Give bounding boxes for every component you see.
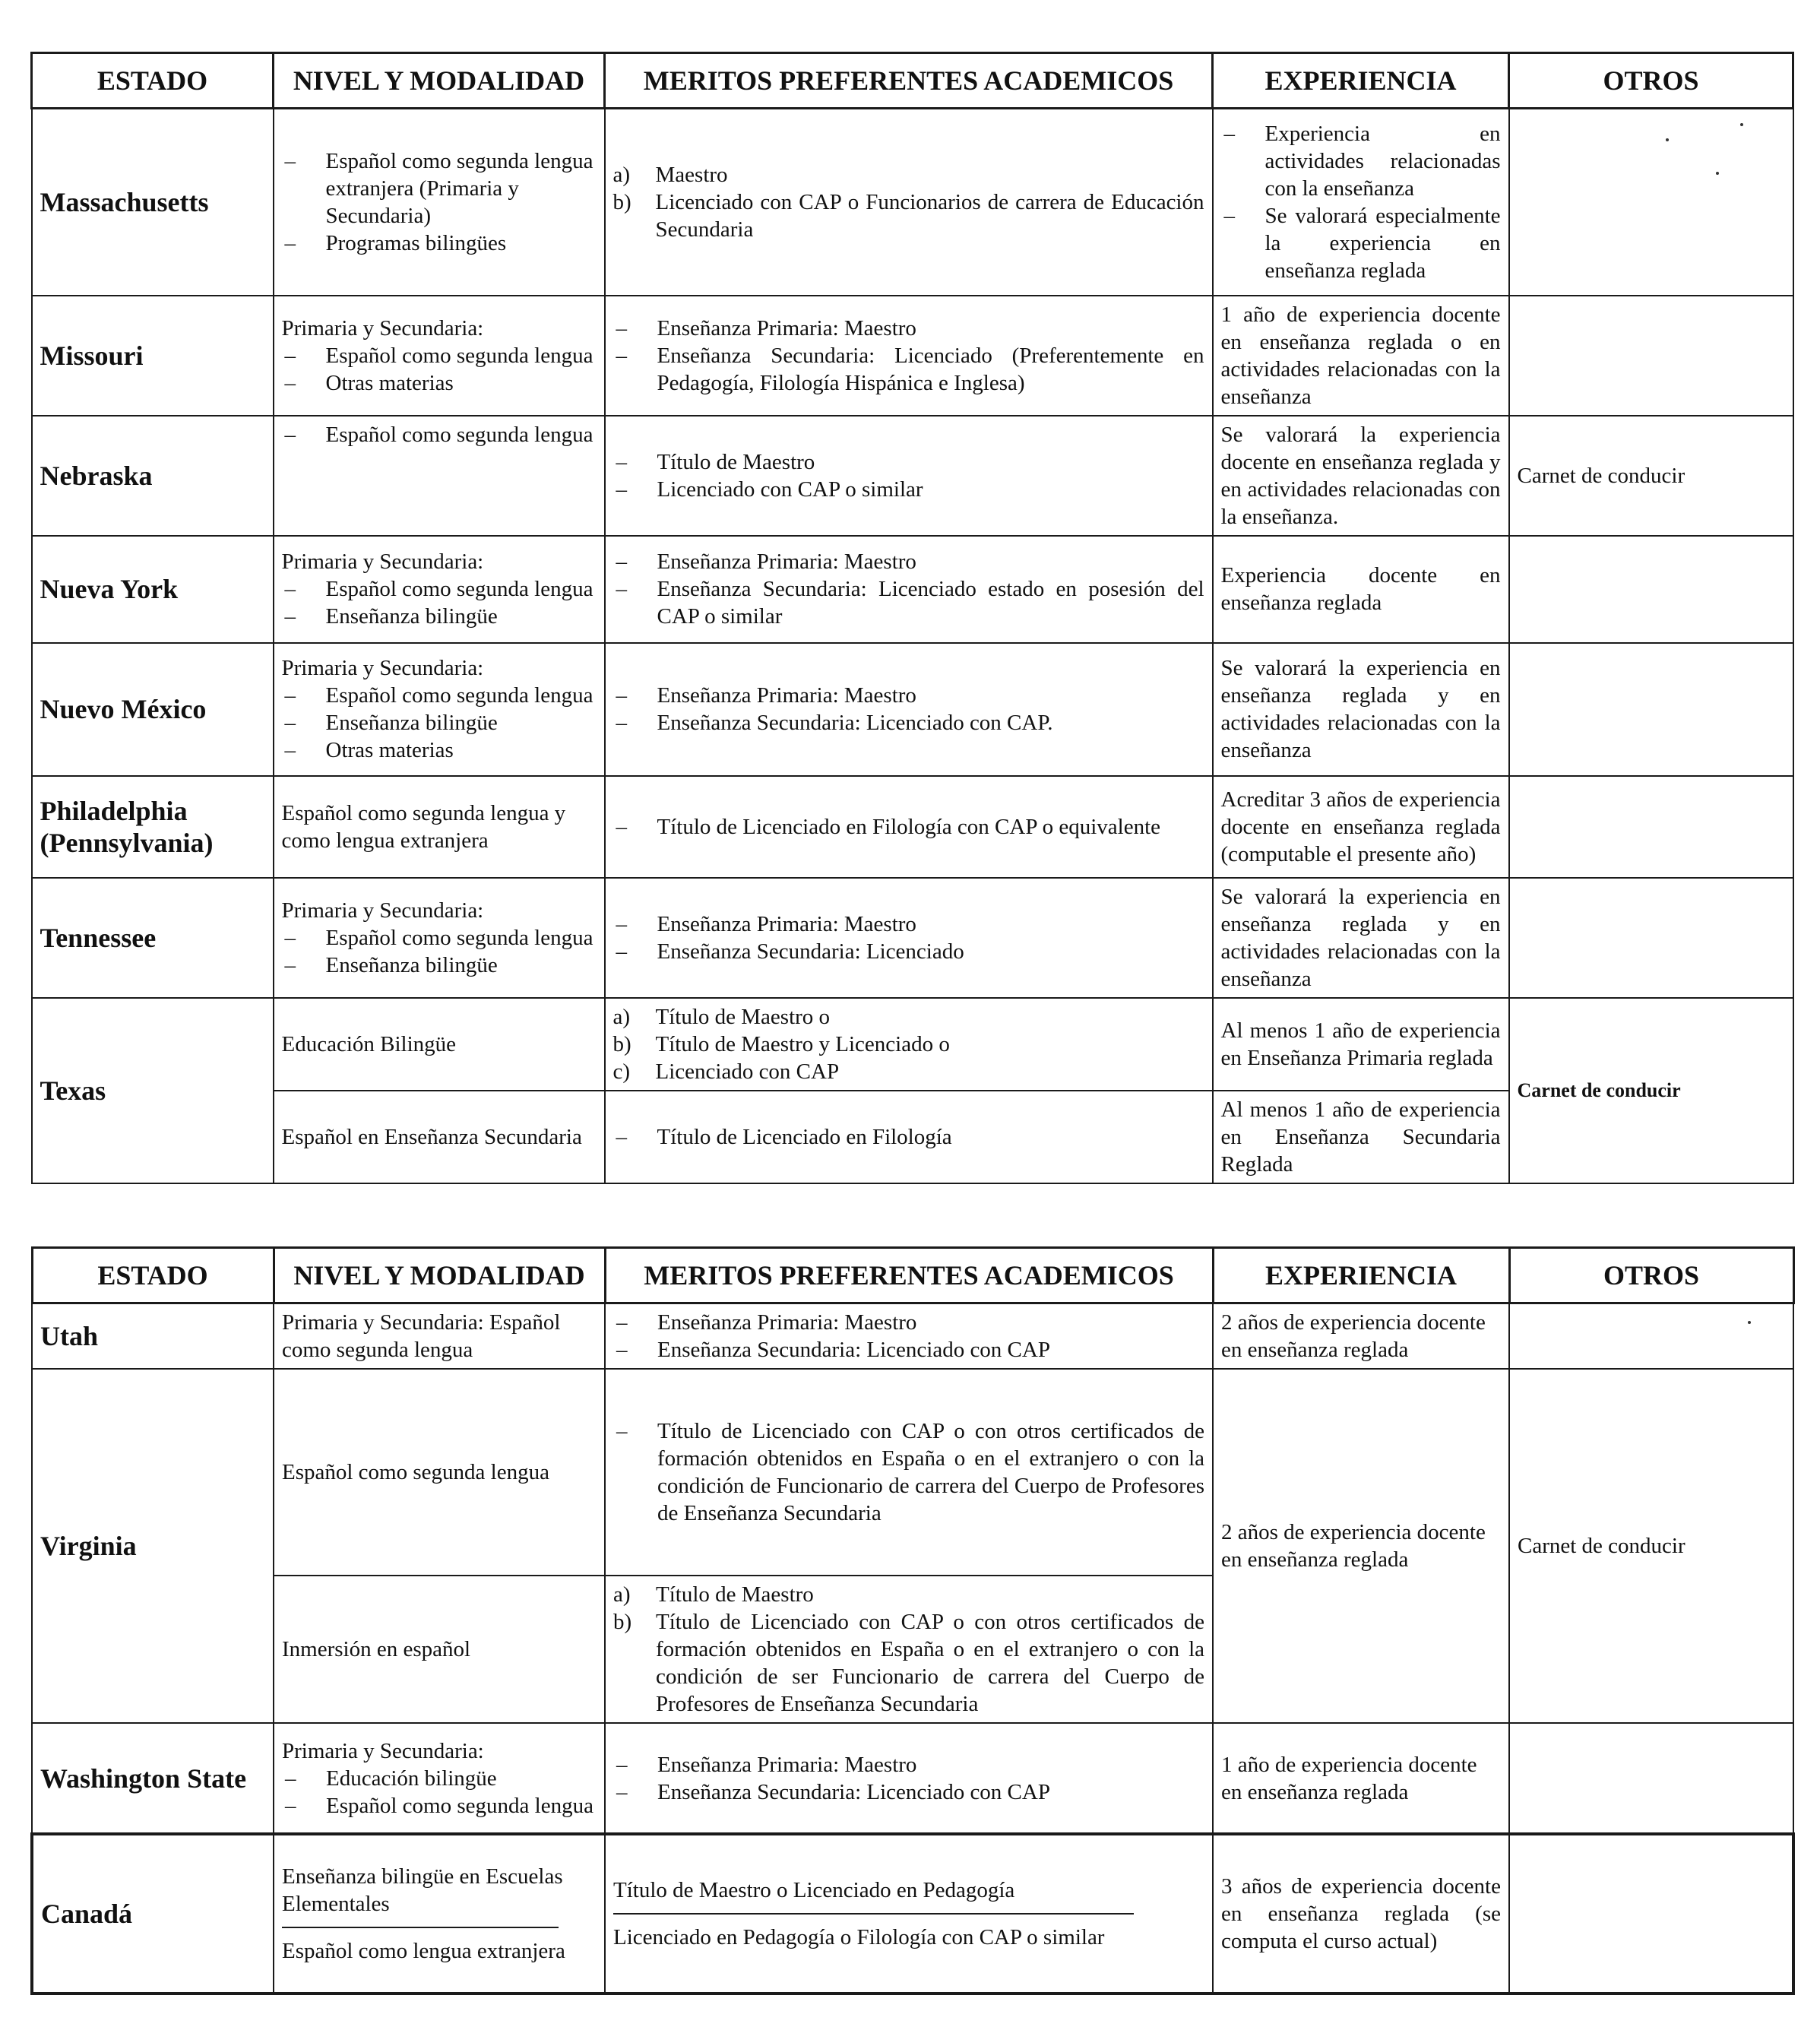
nivel-item: – Otras materias	[282, 736, 597, 764]
otros-cell	[1509, 878, 1793, 998]
state-name: Missouri	[32, 296, 274, 416]
meritos-item: – Enseñanza Primaria: Maestro	[613, 548, 1204, 575]
otros-cell	[1509, 1303, 1793, 1370]
meritos-cell	[605, 296, 1213, 416]
otros-cell	[1509, 109, 1793, 296]
nivel-cell	[274, 536, 605, 643]
row-nebraska	[32, 416, 1793, 536]
experiencia-cell: Al menos 1 año de experiencia en Enseñanza Secundaria Reglada	[1213, 1091, 1509, 1183]
meritos-item: – Enseñanza Secundaria: Licenciado con CAP	[613, 1778, 1204, 1806]
nivel-cell: Primaria y Secundaria: Español como segunda lengua	[274, 1303, 605, 1370]
meritos-item: b) Licenciado con CAP o Funcionarios de carrera de Educación Secundaria	[612, 189, 1204, 242]
meritos-cell	[605, 776, 1213, 878]
nivel-cell	[274, 1834, 605, 1994]
state-name: Tennessee	[32, 878, 274, 998]
nivel-cell: Español como segunda lengua	[274, 1369, 605, 1576]
meritos-item: – Enseñanza Secundaria: Licenciado con CAP.	[613, 709, 1204, 736]
meritos-item: – Enseñanza Primaria: Maestro	[613, 1309, 1204, 1336]
nivel-item: – Enseñanza bilingüe	[282, 952, 597, 979]
otros-cell	[1509, 776, 1793, 878]
meritos-item: – Enseñanza Secundaria: Licenciado (Preferentemente en Pedagogía, Filología Hispánica e Inglesa)	[613, 342, 1204, 397]
nivel-lead: Primaria y Secundaria:	[281, 315, 484, 340]
state-name: Massachusetts	[32, 109, 274, 296]
experiencia-cell	[1213, 109, 1509, 296]
nivel-cell	[274, 296, 605, 416]
table-states-part-2	[30, 1246, 1795, 1995]
meritos-item: – Título de Licenciado en Filología	[613, 1123, 1204, 1151]
row-philadelphia	[32, 776, 1793, 878]
row-nueva-york	[32, 536, 1793, 643]
row-texas	[32, 998, 1793, 1091]
nivel-cell	[274, 416, 605, 536]
meritos-item: a) Maestro	[612, 162, 728, 187]
meritos-cell	[605, 643, 1213, 776]
row-nuevo-mexico	[32, 643, 1793, 776]
experiencia-cell: 2 años de experiencia docente en enseñanza reglada	[1213, 1303, 1509, 1370]
nivel-cell: Inmersión en español	[274, 1576, 605, 1723]
experiencia-cell: Se valorará la experiencia en enseñanza reglada y en actividades relacionadas con la enseñanza	[1213, 643, 1509, 776]
nivel-cell: Educación Bilingüe	[274, 998, 605, 1091]
experiencia-cell: 1 año de experiencia docente en enseñanza reglada o en actividades relacionadas con la enseñanza	[1213, 296, 1509, 416]
row-massachusetts	[32, 109, 1793, 296]
header-estado: ESTADO	[32, 1248, 274, 1303]
meritos-item: c) Licenciado con CAP	[612, 1059, 840, 1084]
nivel-cell	[274, 109, 605, 296]
nivel-item: Español como lengua extranjera	[282, 1939, 565, 1963]
meritos-cell	[605, 109, 1213, 296]
row-canada	[32, 1834, 1793, 1994]
meritos-item: Licenciado en Pedagogía o Filología con CAP o similar	[613, 1925, 1105, 1949]
state-name: Nuevo México	[32, 643, 274, 776]
row-tennessee	[32, 878, 1793, 998]
header-otros: OTROS	[1509, 1248, 1793, 1303]
meritos-cell	[605, 1303, 1213, 1370]
header-meritos: MERITOS PREFERENTES ACADEMICOS	[605, 53, 1213, 109]
scan-speck	[1716, 172, 1719, 175]
meritos-cell	[605, 1369, 1213, 1576]
meritos-item: a) Título de Maestro o	[612, 1004, 831, 1029]
otros-cell	[1509, 643, 1793, 776]
meritos-cell	[605, 416, 1213, 536]
experiencia-cell: 1 año de experiencia docente en enseñanza reglada	[1213, 1723, 1509, 1834]
scan-speck	[1740, 123, 1743, 126]
nivel-cell	[274, 878, 605, 998]
experiencia-cell: Se valorará la experiencia docente en enseñanza reglada y en actividades relacionadas con la enseñanza.	[1213, 416, 1509, 536]
experiencia-cell: Experiencia docente en enseñanza reglada	[1213, 536, 1509, 643]
experiencia-cell: 2 años de experiencia docente en enseñanza reglada	[1213, 1369, 1509, 1723]
meritos-item: – Enseñanza Secundaria: Licenciado estado en posesión del CAP o similar	[613, 575, 1204, 630]
divider-line	[613, 1913, 1134, 1915]
nivel-cell: Español en Enseñanza Secundaria	[274, 1091, 605, 1183]
meritos-cell	[605, 536, 1213, 643]
table-states-part-1	[30, 52, 1794, 1184]
meritos-item: – Enseñanza Primaria: Maestro	[613, 682, 1204, 709]
otros-cell	[1509, 1723, 1793, 1834]
scan-speck	[1748, 1321, 1751, 1324]
nivel-item: – Español como segunda lengua	[282, 575, 597, 603]
nivel-item: – Enseñanza bilingüe	[282, 603, 597, 630]
experiencia-cell: 3 años de experiencia docente en enseñanza reglada (se computa el curso actual)	[1213, 1834, 1509, 1994]
scan-speck	[1666, 138, 1669, 141]
meritos-cell	[605, 1091, 1213, 1183]
state-name: Washington State	[32, 1723, 274, 1834]
meritos-cell	[605, 878, 1213, 998]
nivel-cell	[274, 1723, 605, 1834]
nivel-item: – Otras materias	[282, 369, 597, 397]
nivel-lead: Primaria y Secundaria:	[281, 656, 484, 680]
state-name: Philadelphia (Pennsylvania)	[32, 776, 274, 878]
otros-cell	[1509, 296, 1793, 416]
meritos-cell	[605, 1834, 1213, 1994]
otros-cell	[1509, 1834, 1793, 1994]
state-name: Utah	[32, 1303, 274, 1370]
meritos-item: – Enseñanza Primaria: Maestro	[613, 911, 1204, 938]
row-washington-state	[32, 1723, 1793, 1834]
state-name: Nebraska	[32, 416, 274, 536]
experiencia-item: – Experiencia en actividades relacionadas con la enseñanza	[1221, 120, 1501, 202]
header-experiencia: EXPERIENCIA	[1213, 1248, 1509, 1303]
meritos-item: b) Título de Licenciado con CAP o con otros certificados de formación obtenidos en España o en el extranjero o con la condición de ser Funcionario de carrera del Cuerpo de Profesores de Enseñanza Secundaria	[613, 1610, 1204, 1716]
header-nivel: NIVEL Y MODALIDAD	[274, 1248, 605, 1303]
meritos-item: – Enseñanza Primaria: Maestro	[613, 1751, 1204, 1778]
otros-cell: Carnet de conducir	[1509, 1369, 1793, 1723]
divider-line	[282, 1927, 559, 1928]
row-utah	[32, 1303, 1793, 1370]
nivel-item: – Español como segunda lengua	[282, 421, 597, 448]
state-name: Virginia	[32, 1369, 274, 1723]
nivel-cell: Español como segunda lengua y como lengua extranjera	[274, 776, 605, 878]
meritos-item: – Título de Licenciado en Filología con CAP o equivalente	[613, 813, 1204, 841]
nivel-item: – Programas bilingües	[282, 230, 597, 257]
nivel-item: Enseñanza bilingüe en Escuelas Elementales	[282, 1864, 563, 1916]
nivel-lead: Primaria y Secundaria:	[282, 1738, 484, 1763]
header-meritos: MERITOS PREFERENTES ACADEMICOS	[605, 1248, 1213, 1303]
nivel-item: – Enseñanza bilingüe	[282, 709, 597, 736]
experiencia-cell: Acreditar 3 años de experiencia docente en enseñanza reglada (computable el presente año)	[1213, 776, 1509, 878]
meritos-item: Título de Maestro o Licenciado en Pedagogía	[613, 1878, 1015, 1902]
row-missouri	[32, 296, 1793, 416]
header-nivel: NIVEL Y MODALIDAD	[274, 53, 605, 109]
otros-cell: Carnet de conducir	[1509, 416, 1793, 536]
nivel-item: – Español como segunda lengua	[282, 682, 597, 709]
otros-cell	[1509, 536, 1793, 643]
state-name: Nueva York	[32, 536, 274, 643]
meritos-item: – Enseñanza Secundaria: Licenciado con CAP	[613, 1336, 1204, 1363]
meritos-cell	[605, 998, 1213, 1091]
experiencia-cell: Se valorará la experiencia en enseñanza reglada y en actividades relacionadas con la enseñanza	[1213, 878, 1509, 998]
meritos-item: – Enseñanza Secundaria: Licenciado	[613, 938, 1204, 965]
state-name: Canadá	[32, 1834, 274, 1994]
nivel-cell	[274, 643, 605, 776]
header-row	[32, 53, 1793, 109]
experiencia-cell: Al menos 1 año de experiencia en Enseñanza Primaria reglada	[1213, 998, 1509, 1091]
nivel-item: – Educación bilingüe	[282, 1765, 597, 1792]
meritos-cell	[605, 1576, 1213, 1723]
header-experiencia: EXPERIENCIA	[1213, 53, 1509, 109]
meritos-item: a) Título de Maestro	[613, 1582, 814, 1607]
meritos-item: – Título de Maestro	[613, 448, 1204, 476]
meritos-cell	[605, 1723, 1213, 1834]
nivel-item: – Español como segunda lengua	[282, 342, 597, 369]
nivel-item: – Español como segunda lengua	[282, 924, 597, 952]
state-name: Texas	[32, 998, 274, 1183]
otros-cell: Carnet de conducir	[1509, 998, 1793, 1183]
nivel-lead: Primaria y Secundaria:	[281, 898, 484, 923]
meritos-item: – Título de Licenciado con CAP o con otros certificados de formación obtenidos en España o en el extranjero o con la condición de Funcionario de carrera del Cuerpo de Profesores de Enseñanza Secundaria	[613, 1417, 1204, 1527]
meritos-item: b) Título de Maestro y Licenciado o	[612, 1031, 950, 1056]
header-estado: ESTADO	[32, 53, 274, 109]
header-otros: OTROS	[1509, 53, 1793, 109]
row-virginia	[32, 1369, 1793, 1576]
nivel-item: – Español como segunda lengua extranjera (Primaria y Secundaria)	[282, 147, 597, 230]
nivel-item: – Español como segunda lengua	[282, 1792, 597, 1820]
meritos-item: – Enseñanza Primaria: Maestro	[613, 315, 1204, 342]
header-row	[32, 1248, 1793, 1303]
meritos-item: – Licenciado con CAP o similar	[613, 476, 1204, 503]
experiencia-item: – Se valorará especialmente la experiencia en enseñanza reglada	[1221, 202, 1501, 284]
nivel-lead: Primaria y Secundaria:	[281, 550, 484, 574]
